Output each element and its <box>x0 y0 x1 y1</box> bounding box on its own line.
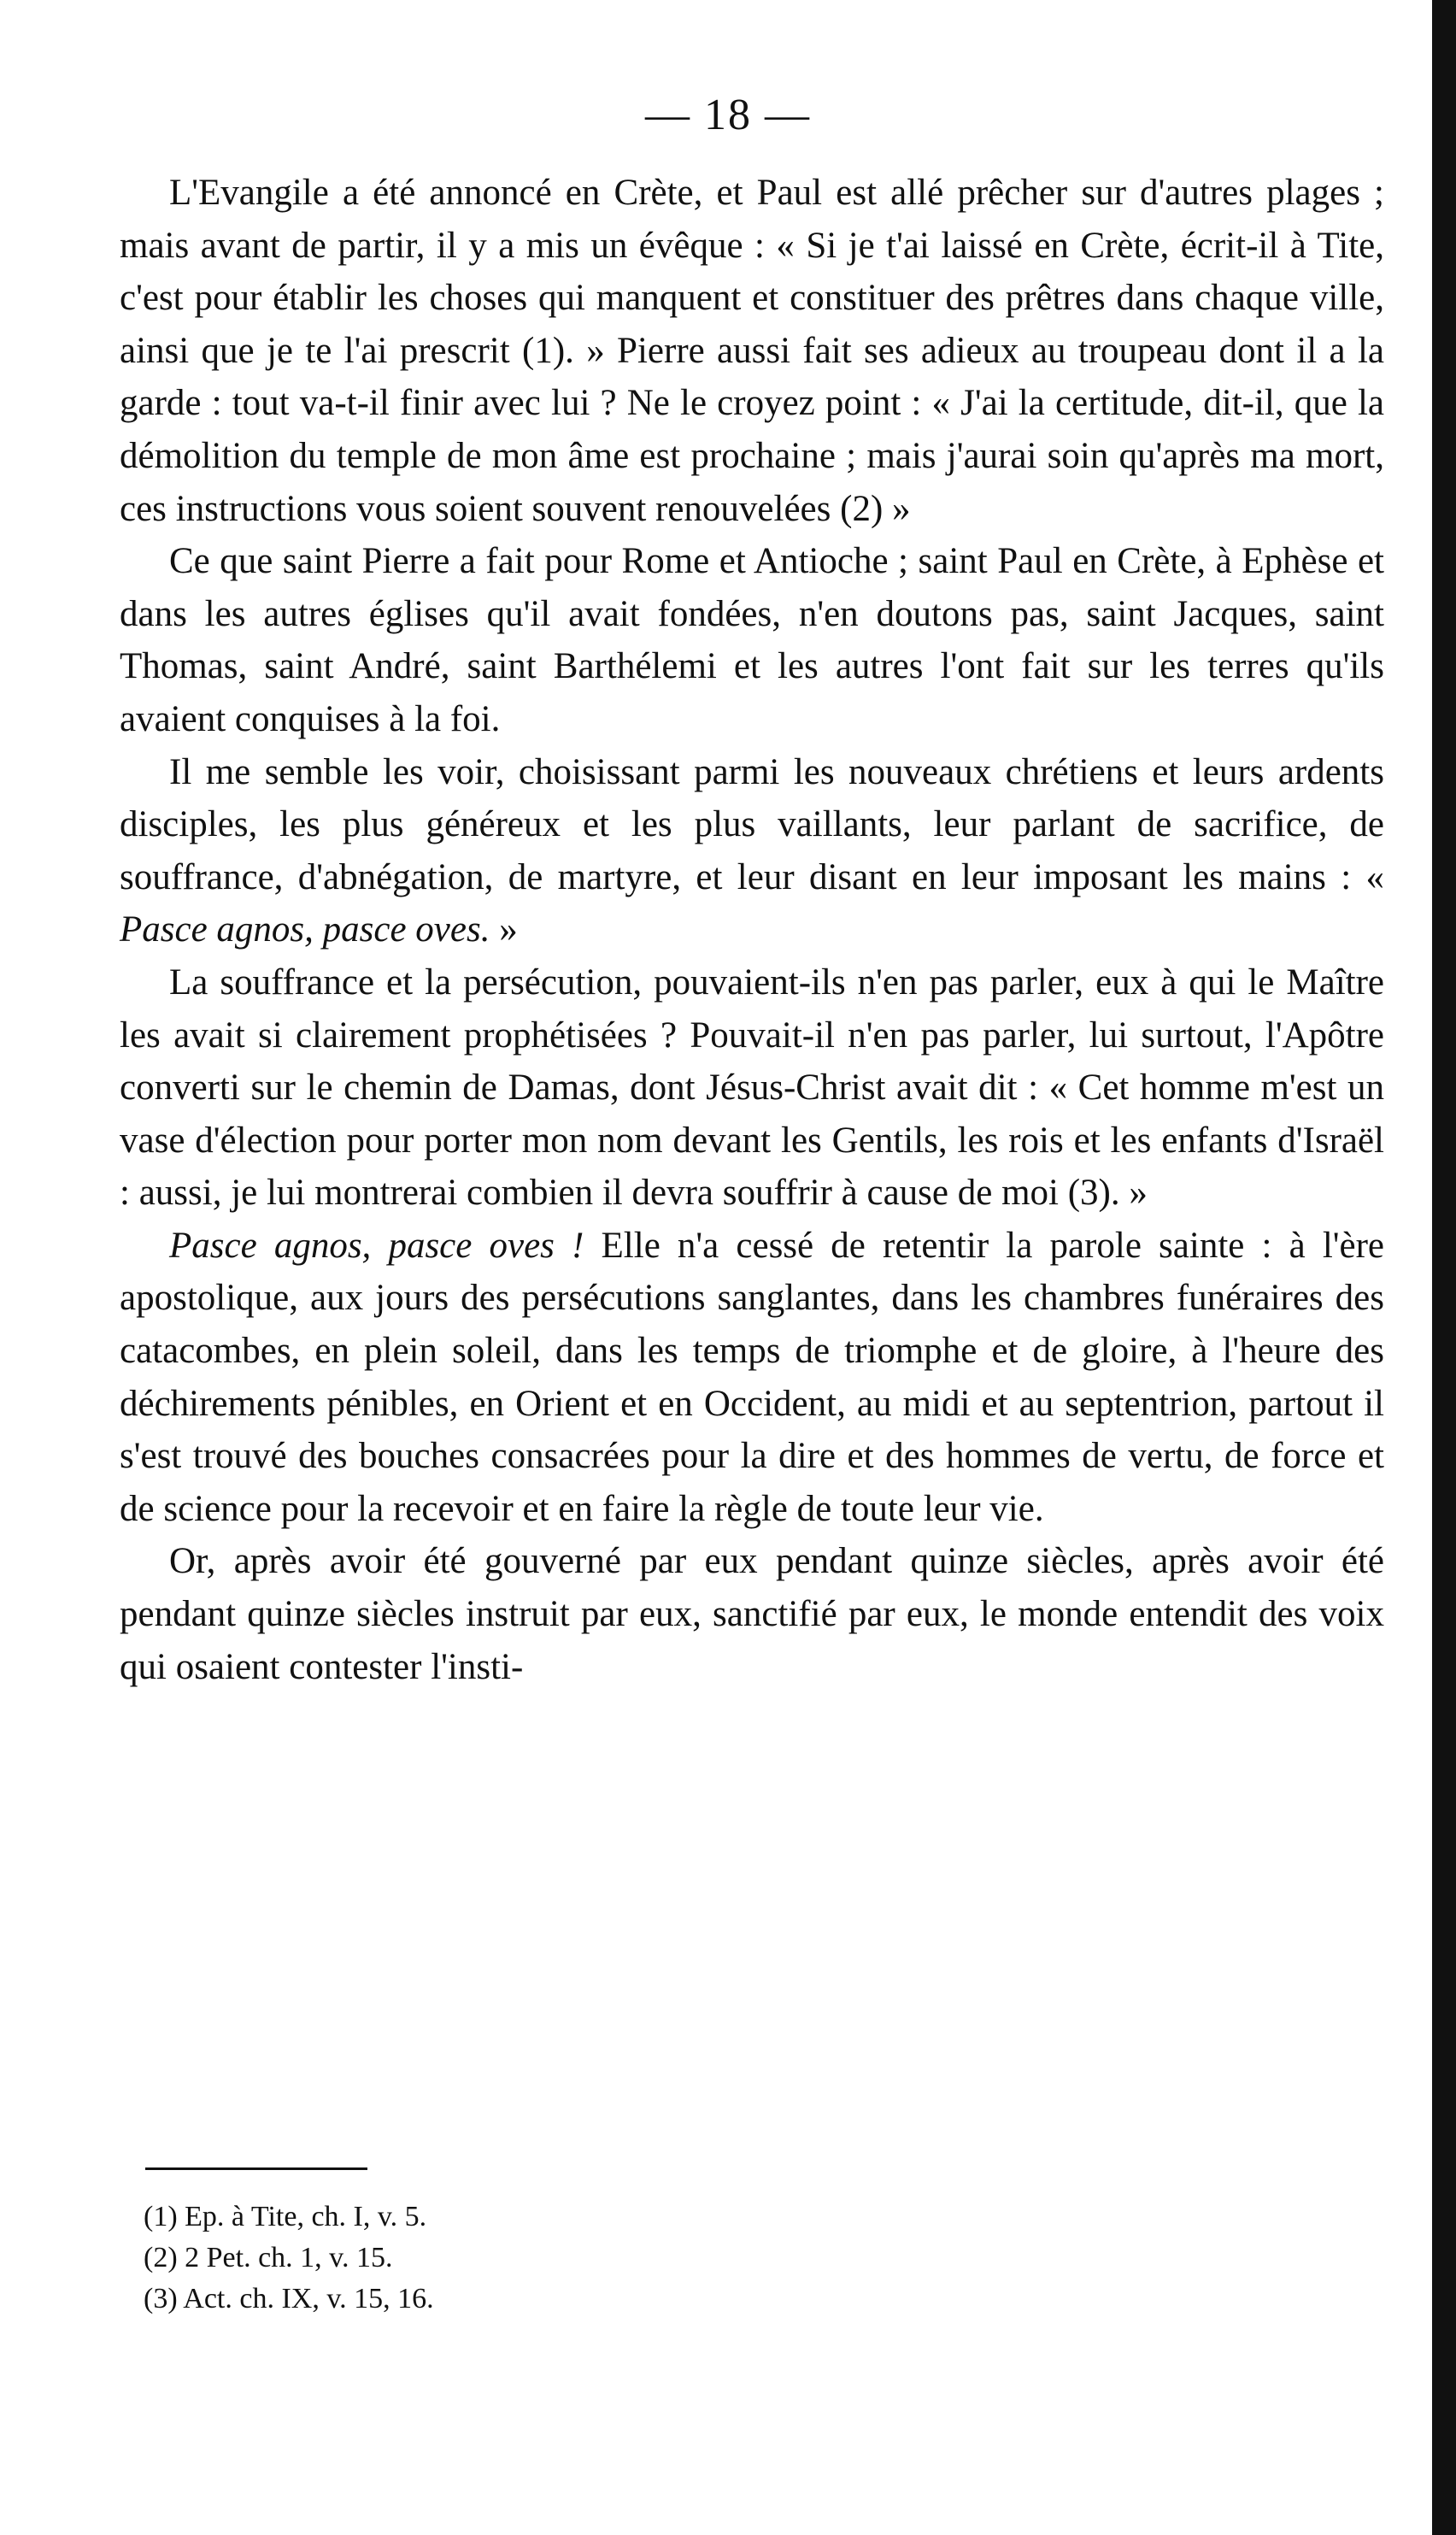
paragraph-3-text: Il me semble les voir, choisissant parmi les nouveaux chrétiens et leurs ardents disciples, les plus généreux et les plus vaillants, leur parlant de sacrifice, de souffrance, d'abnégation, de martyre, et leur disant en leur imposant les mains : « <box>120 751 1384 897</box>
paragraph-1: L'Evangile a été annoncé en Crète, et Paul est allé prêcher sur d'autres plages ; mais avant de partir, il y a mis un évêque : « Si je t'ai laissé en Crète, écrit-il à Tite, c'est pour établir les choses qui manquent et constituer des prêtres dans chaque ville, ainsi que je te l'ai prescrit (1). » Pierre aussi fait ses adieux au troupeau dont il a la garde : tout va-t-il finir avec lui ? Ne le croyez point : « J'ai la certitude, dit-il, que la démolition du temple de mon âme est prochaine ; mais j'aurai soin qu'après ma mort, ces instructions vous soient souvent renouvelées (2) » <box>120 173 1384 529</box>
paragraph-5-latin-quote: Pasce agnos, pasce oves ! <box>169 1225 584 1266</box>
paragraph-4: La souffrance et la persécution, pouvaient-ils n'en pas parler, eux à qui le Maître les avait si clairement prophétisées ? Pouvait-il n'en pas parler, lui surtout, l'Apôtre converti sur le chemin de Damas, dont Jésus-Christ avait dit : « Cet homme m'est un vase d'élection pour porter mon nom devant les Gentils, les rois et les enfants d'Israël : aussi, je lui montrerai combien il devra souffrir à cause de moi (3). » <box>120 962 1384 1214</box>
paragraph-2: Ce que saint Pierre a fait pour Rome et Antioche ; saint Paul en Crète, à Ephèse et dans les autres églises qu'il avait fondées, n'en doutons pas, saint Jacques, saint Thomas, saint André, saint Barthélemi et les autres l'ont fait sur les terres qu'ils avaient conquises à la foi. <box>120 541 1384 739</box>
paragraph-3-closing-quote: » <box>490 909 518 950</box>
footnotes <box>144 2197 827 2320</box>
footnote-divider <box>145 2167 367 2170</box>
footnote-2: (2) 2 Pet. ch. 1, v. 15. <box>144 2242 393 2273</box>
paragraph-5 <box>120 1220 1384 1536</box>
footnote-1: (1) Ep. à Tite, ch. I, v. 5. <box>144 2201 427 2232</box>
page-number: — 18 — <box>645 91 811 139</box>
page-edge-bar <box>1432 0 1456 2535</box>
paragraph-6: Or, après avoir été gouverné par eux pendant quinze siècles, après avoir été pendant quinze siècles instruit par eux, sanctifié par eux, le monde entendit des voix qui osaient contester l'insti- <box>120 1541 1384 1687</box>
paragraph-5-text: Elle n'a cessé de retentir la parole sainte : à l'ère apostolique, aux jours des persécutions sanglantes, dans les chambres funéraires des catacombes, en plein soleil, dans les temps de triomphe et de gloire, à l'heure des déchirements pénibles, en Orient et en Occident, au midi et au septentrion, partout il s'est trouvé des bouches consacrées pour la dire et des hommes de vertu, de force et de science pour la recevoir et en faire la règle de toute leur vie. <box>120 1225 1385 1529</box>
footnote-3: (3) Act. ch. IX, v. 15, 16. <box>144 2283 434 2314</box>
paragraph-3 <box>120 746 1384 956</box>
body-text <box>120 167 1384 1693</box>
paragraph-3-latin-quote: Pasce agnos, pasce oves. <box>120 909 490 950</box>
